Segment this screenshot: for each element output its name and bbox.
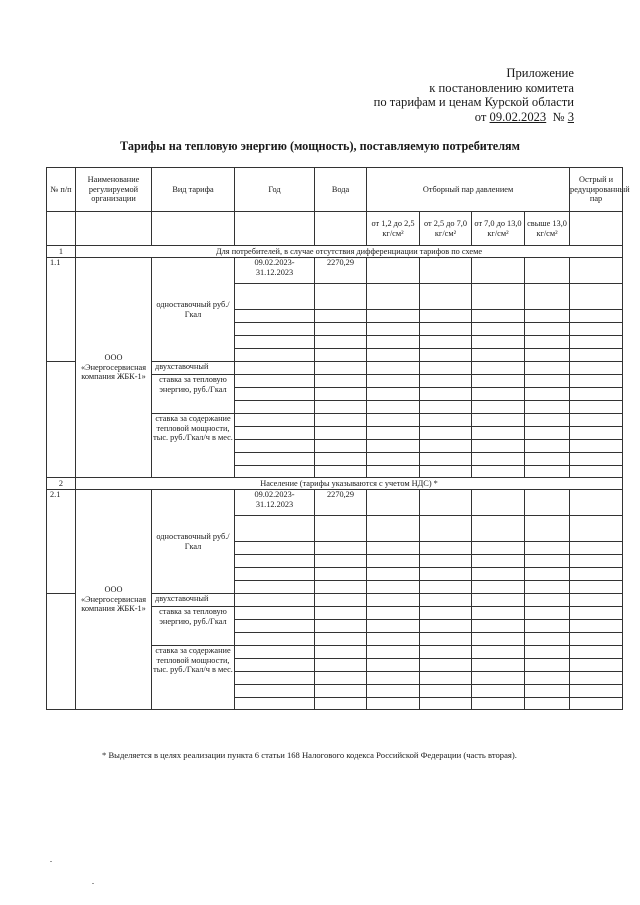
steam-range-2: от 2,5 до 7,0 кг/см²	[420, 212, 472, 246]
water-value: 2270,29	[315, 258, 367, 284]
col-header-steam: Отборный пар давлением	[367, 168, 570, 212]
heat-rate-label: ставка за тепловую энергию, руб./Гкал	[152, 375, 235, 414]
tariff-one-part: одноставочный руб./Гкал	[152, 258, 235, 362]
tariff-one-part: одноставочный руб./Гкал	[152, 490, 235, 594]
water-value: 2270,29	[315, 490, 367, 516]
section-title: Для потребителей, в случае отсутствия дифференциации тарифов по схеме	[76, 246, 623, 258]
subheader-row	[47, 212, 623, 246]
document-title: Тарифы на тепловую энергию (мощность), поставляемую потребителям	[120, 139, 520, 153]
scan-speck	[50, 861, 52, 862]
tariff-table	[46, 167, 630, 710]
col-header-year: Год	[235, 168, 315, 212]
steam-range-1: от 1,2 до 2,5 кг/см²	[367, 212, 420, 246]
item-number: 2.1	[47, 490, 76, 594]
section-number: 1	[47, 246, 76, 258]
col-header-sharp-steam: Острый и редуцированный пар	[570, 168, 623, 212]
item-number: 1.1	[47, 258, 76, 362]
footnote: * Выделяется в целях реализации пункта 6 статьи 168 Налогового кодекса Российской Федерации (часть вторая).	[102, 750, 517, 760]
col-header-num: № п/п	[47, 168, 76, 212]
capacity-rate-label: ставка за содержание тепловой мощности, тыс. руб./Гкал/ч в мес.	[152, 646, 235, 710]
period: 09.02.2023- 31.12.2023	[235, 490, 315, 516]
heat-rate-label: ставка за тепловую энергию, руб./Гкал	[152, 607, 235, 646]
section-number: 2	[47, 478, 76, 490]
appendix-header	[374, 66, 574, 124]
date-prefix: от	[474, 109, 487, 124]
organization-name: ООО «Энергосервисная компания ЖБК-1»	[76, 490, 152, 710]
tariff-row	[47, 490, 623, 516]
period: 09.02.2023- 31.12.2023	[235, 258, 315, 284]
decree-number: 3	[567, 109, 574, 124]
tariff-row	[47, 258, 623, 284]
capacity-rate-label: ставка за содержание тепловой мощности, тыс. руб./Гкал/ч в мес.	[152, 414, 235, 478]
tariff-two-part: двухставочный	[152, 362, 235, 375]
appendix-line: по тарифам и ценам Курской области	[373, 95, 574, 109]
scan-speck	[92, 883, 94, 884]
number-prefix: №	[552, 109, 565, 124]
steam-range-3: от 7,0 до 13,0 кг/см²	[472, 212, 525, 246]
appendix-line: Приложение	[506, 66, 574, 80]
organization-name: ООО «Энергосервисная компания ЖБК-1»	[76, 258, 152, 478]
header-row	[47, 168, 623, 212]
col-header-water: Вода	[315, 168, 367, 212]
steam-range-4: свыше 13,0 кг/см²	[525, 212, 570, 246]
section-title: Население (тарифы указываются с учетом НДС) *	[76, 478, 623, 490]
col-header-tariff-type: Вид тарифа	[152, 168, 235, 212]
section-row	[47, 246, 623, 258]
decree-date: 09.02.2023	[489, 109, 547, 124]
appendix-line: к постановлению комитета	[429, 80, 574, 95]
tariff-two-part: двухставочный	[152, 594, 235, 607]
col-header-org: Наименование регулируемой организации	[76, 168, 152, 212]
section-row	[47, 478, 623, 490]
appendix-date-line	[374, 110, 574, 125]
